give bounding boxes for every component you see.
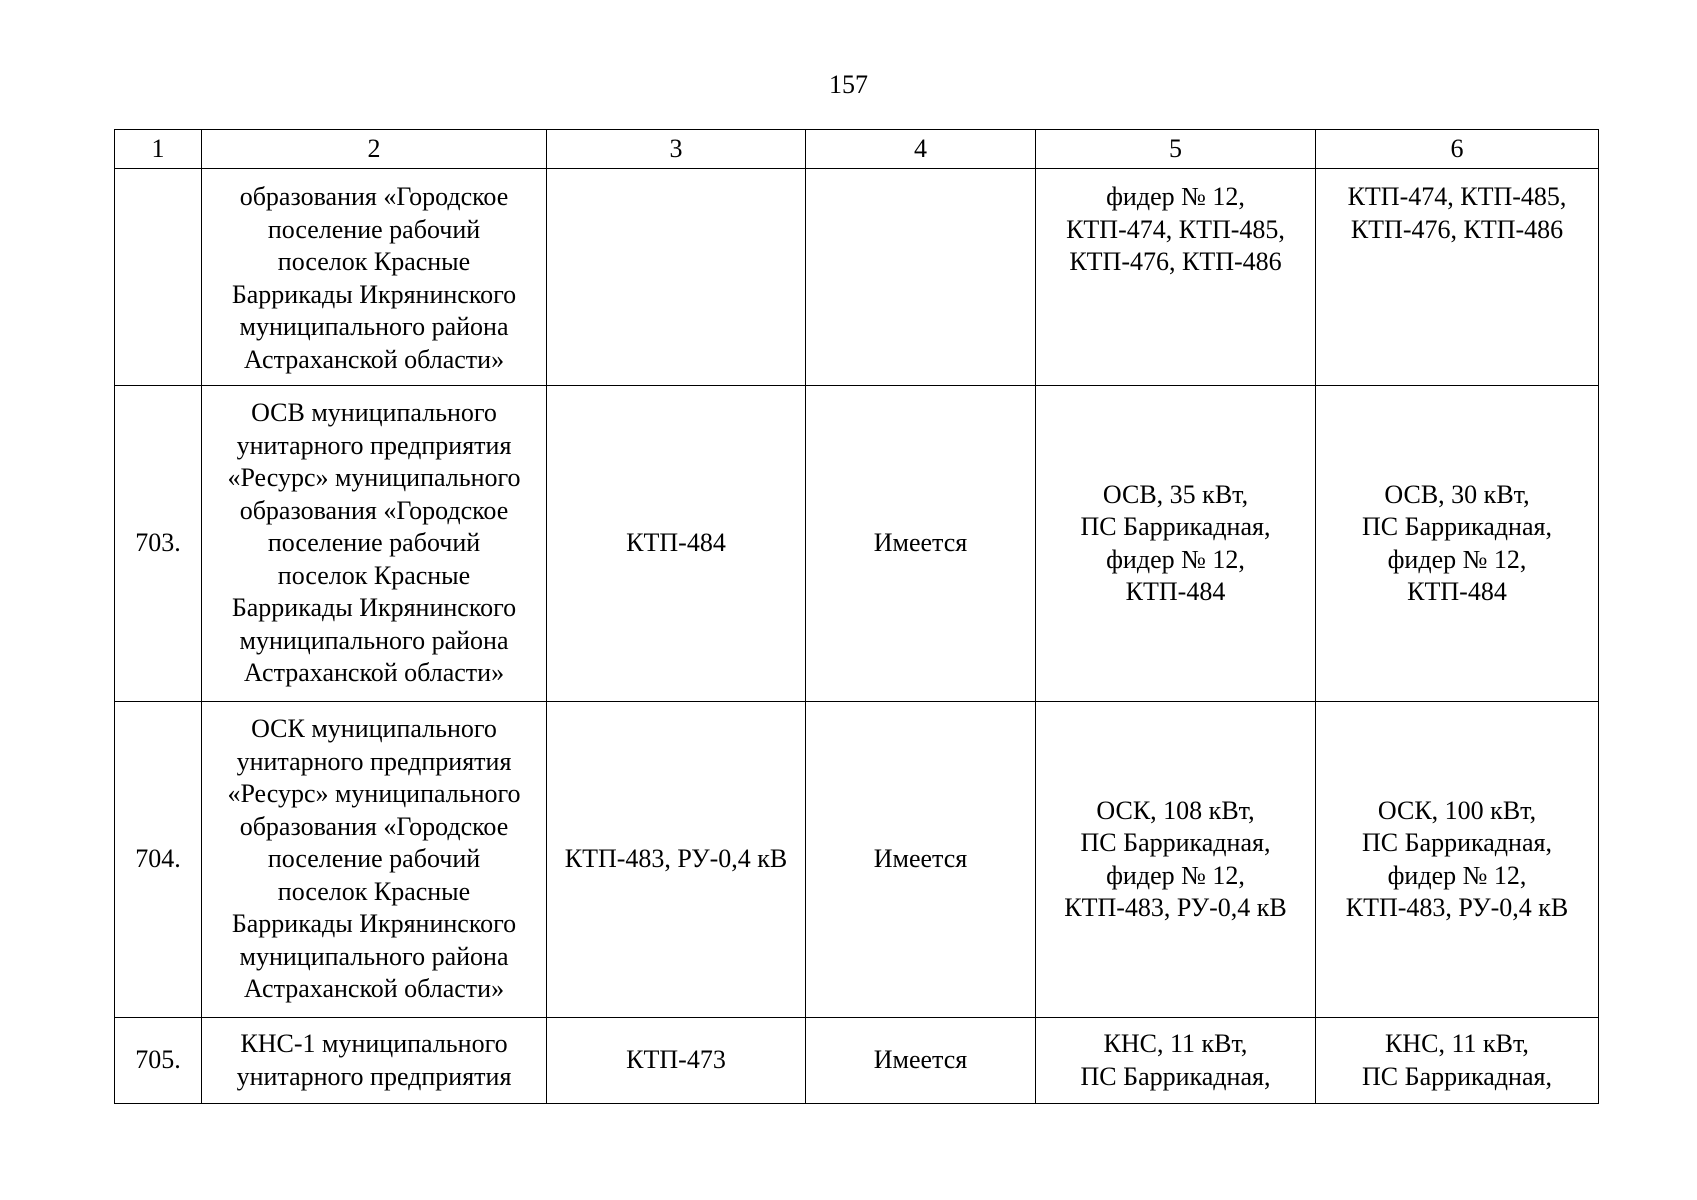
text-line: КТП-483, РУ-0,4 кВ <box>1064 893 1287 922</box>
text-line: унитарного предприятия <box>236 746 512 776</box>
text-line: ПС Баррикадная, <box>1080 828 1271 857</box>
col4-cell: Имеется <box>806 702 1036 1018</box>
row-number: 703. <box>115 386 202 702</box>
col3-cell <box>547 169 806 386</box>
object-name-cell <box>202 702 547 1018</box>
text-line: муниципального района <box>239 312 509 341</box>
text-line: унитарного предприятия <box>236 1061 512 1091</box>
col3-cell: КТП-473 <box>547 1018 806 1104</box>
object-name-cell <box>202 1018 547 1104</box>
text-line: образования «Городское <box>239 182 509 211</box>
col5-cell <box>1036 169 1316 386</box>
text-line: КТП-474, КТП-485, <box>1347 182 1567 211</box>
text-line: ОСК муниципального <box>251 714 497 744</box>
col6-cell <box>1316 386 1599 702</box>
text-line: поселок Красные <box>277 876 471 906</box>
row-number: 705. <box>115 1018 202 1104</box>
text-line: «Ресурс» муниципального <box>227 463 521 493</box>
text-line: Астраханской области» <box>243 974 505 1004</box>
text-line: КНС-1 муниципального <box>240 1029 508 1058</box>
text-line: КТП-476, КТП-486 <box>1069 247 1282 276</box>
row-number <box>115 169 202 386</box>
text-line: Астраханской области» <box>243 658 505 688</box>
header-col-3: 3 <box>547 130 806 169</box>
text-line: Астраханской области» <box>243 344 505 374</box>
text-line: ПС Баррикадная, <box>1362 512 1552 541</box>
text-line: КТП-484 <box>1407 577 1507 606</box>
text-line: поселение рабочий <box>267 844 481 874</box>
text-line: фидер № 12, <box>1106 860 1245 890</box>
text-line: КТП-474, КТП-485, <box>1066 214 1285 244</box>
col5-cell <box>1036 1018 1316 1104</box>
col4-cell: Имеется <box>806 386 1036 702</box>
text-line: фидер № 12, <box>1387 860 1527 890</box>
col4-cell <box>806 169 1036 386</box>
col6-cell <box>1316 702 1599 1018</box>
text-line: «Ресурс» муниципального <box>227 779 521 809</box>
table-row <box>115 1018 1599 1104</box>
text-line: поселение рабочий <box>267 528 481 558</box>
text-line: муниципального района <box>239 941 509 971</box>
text-line: КНС, 11 кВт, <box>1385 1029 1529 1058</box>
text-line: ОСК, 108 кВт, <box>1096 795 1255 825</box>
text-line: ОСВ, 30 кВт, <box>1384 479 1530 509</box>
text-line: КТП-476, КТП-486 <box>1350 214 1564 244</box>
text-line: ОСВ, 35 кВт, <box>1102 479 1249 509</box>
object-name-cell <box>202 386 547 702</box>
text-line: унитарного предприятия <box>236 430 512 460</box>
table-row <box>115 169 1599 386</box>
table-row <box>115 702 1599 1018</box>
text-line: ПС Баррикадная, <box>1080 1061 1271 1091</box>
text-line: ПС Баррикадная, <box>1080 512 1271 541</box>
text-line: КНС, 11 кВт, <box>1103 1029 1248 1058</box>
row-number: 704. <box>115 702 202 1018</box>
data-table <box>114 129 1599 1104</box>
text-line: Баррикады Икрянинского <box>231 593 517 623</box>
text-line: фидер № 12, <box>1387 544 1527 574</box>
text-line: ОСВ муниципального <box>251 398 497 428</box>
text-line: ОСК, 100 кВт, <box>1377 795 1537 825</box>
page-number: 157 <box>829 70 868 99</box>
header-col-4: 4 <box>806 130 1036 169</box>
header-col-2: 2 <box>202 130 547 169</box>
text-line: поселок Красные <box>277 247 471 276</box>
col3-cell: КТП-484 <box>547 386 806 702</box>
col3-cell: КТП-483, РУ-0,4 кВ <box>547 702 806 1018</box>
text-line: ПС Баррикадная, <box>1362 828 1552 857</box>
text-line: Баррикады Икрянинского <box>231 279 517 309</box>
header-col-1: 1 <box>115 130 202 169</box>
text-line: ПС Баррикадная, <box>1362 1061 1552 1091</box>
text-line: КТП-483, РУ-0,4 кВ <box>1345 893 1569 922</box>
col4-cell: Имеется <box>806 1018 1036 1104</box>
col5-cell <box>1036 386 1316 702</box>
text-line: фидер № 12, <box>1106 544 1245 574</box>
text-line: поселок Красные <box>277 560 471 590</box>
text-line: муниципального района <box>239 625 509 655</box>
text-line: Баррикады Икрянинского <box>231 909 517 939</box>
col5-cell <box>1036 702 1316 1018</box>
text-line: поселение рабочий <box>267 214 481 244</box>
col6-cell <box>1316 1018 1599 1104</box>
object-name-cell <box>202 169 547 386</box>
text-line: фидер № 12, <box>1106 182 1245 211</box>
header-col-6: 6 <box>1316 130 1599 169</box>
col6-cell <box>1316 169 1599 386</box>
text-line: образования «Городское <box>239 811 509 841</box>
table-row <box>115 386 1599 702</box>
text-line: КТП-484 <box>1125 577 1226 606</box>
header-col-5: 5 <box>1036 130 1316 169</box>
header-row <box>115 130 1599 169</box>
text-line: образования «Городское <box>239 495 509 525</box>
